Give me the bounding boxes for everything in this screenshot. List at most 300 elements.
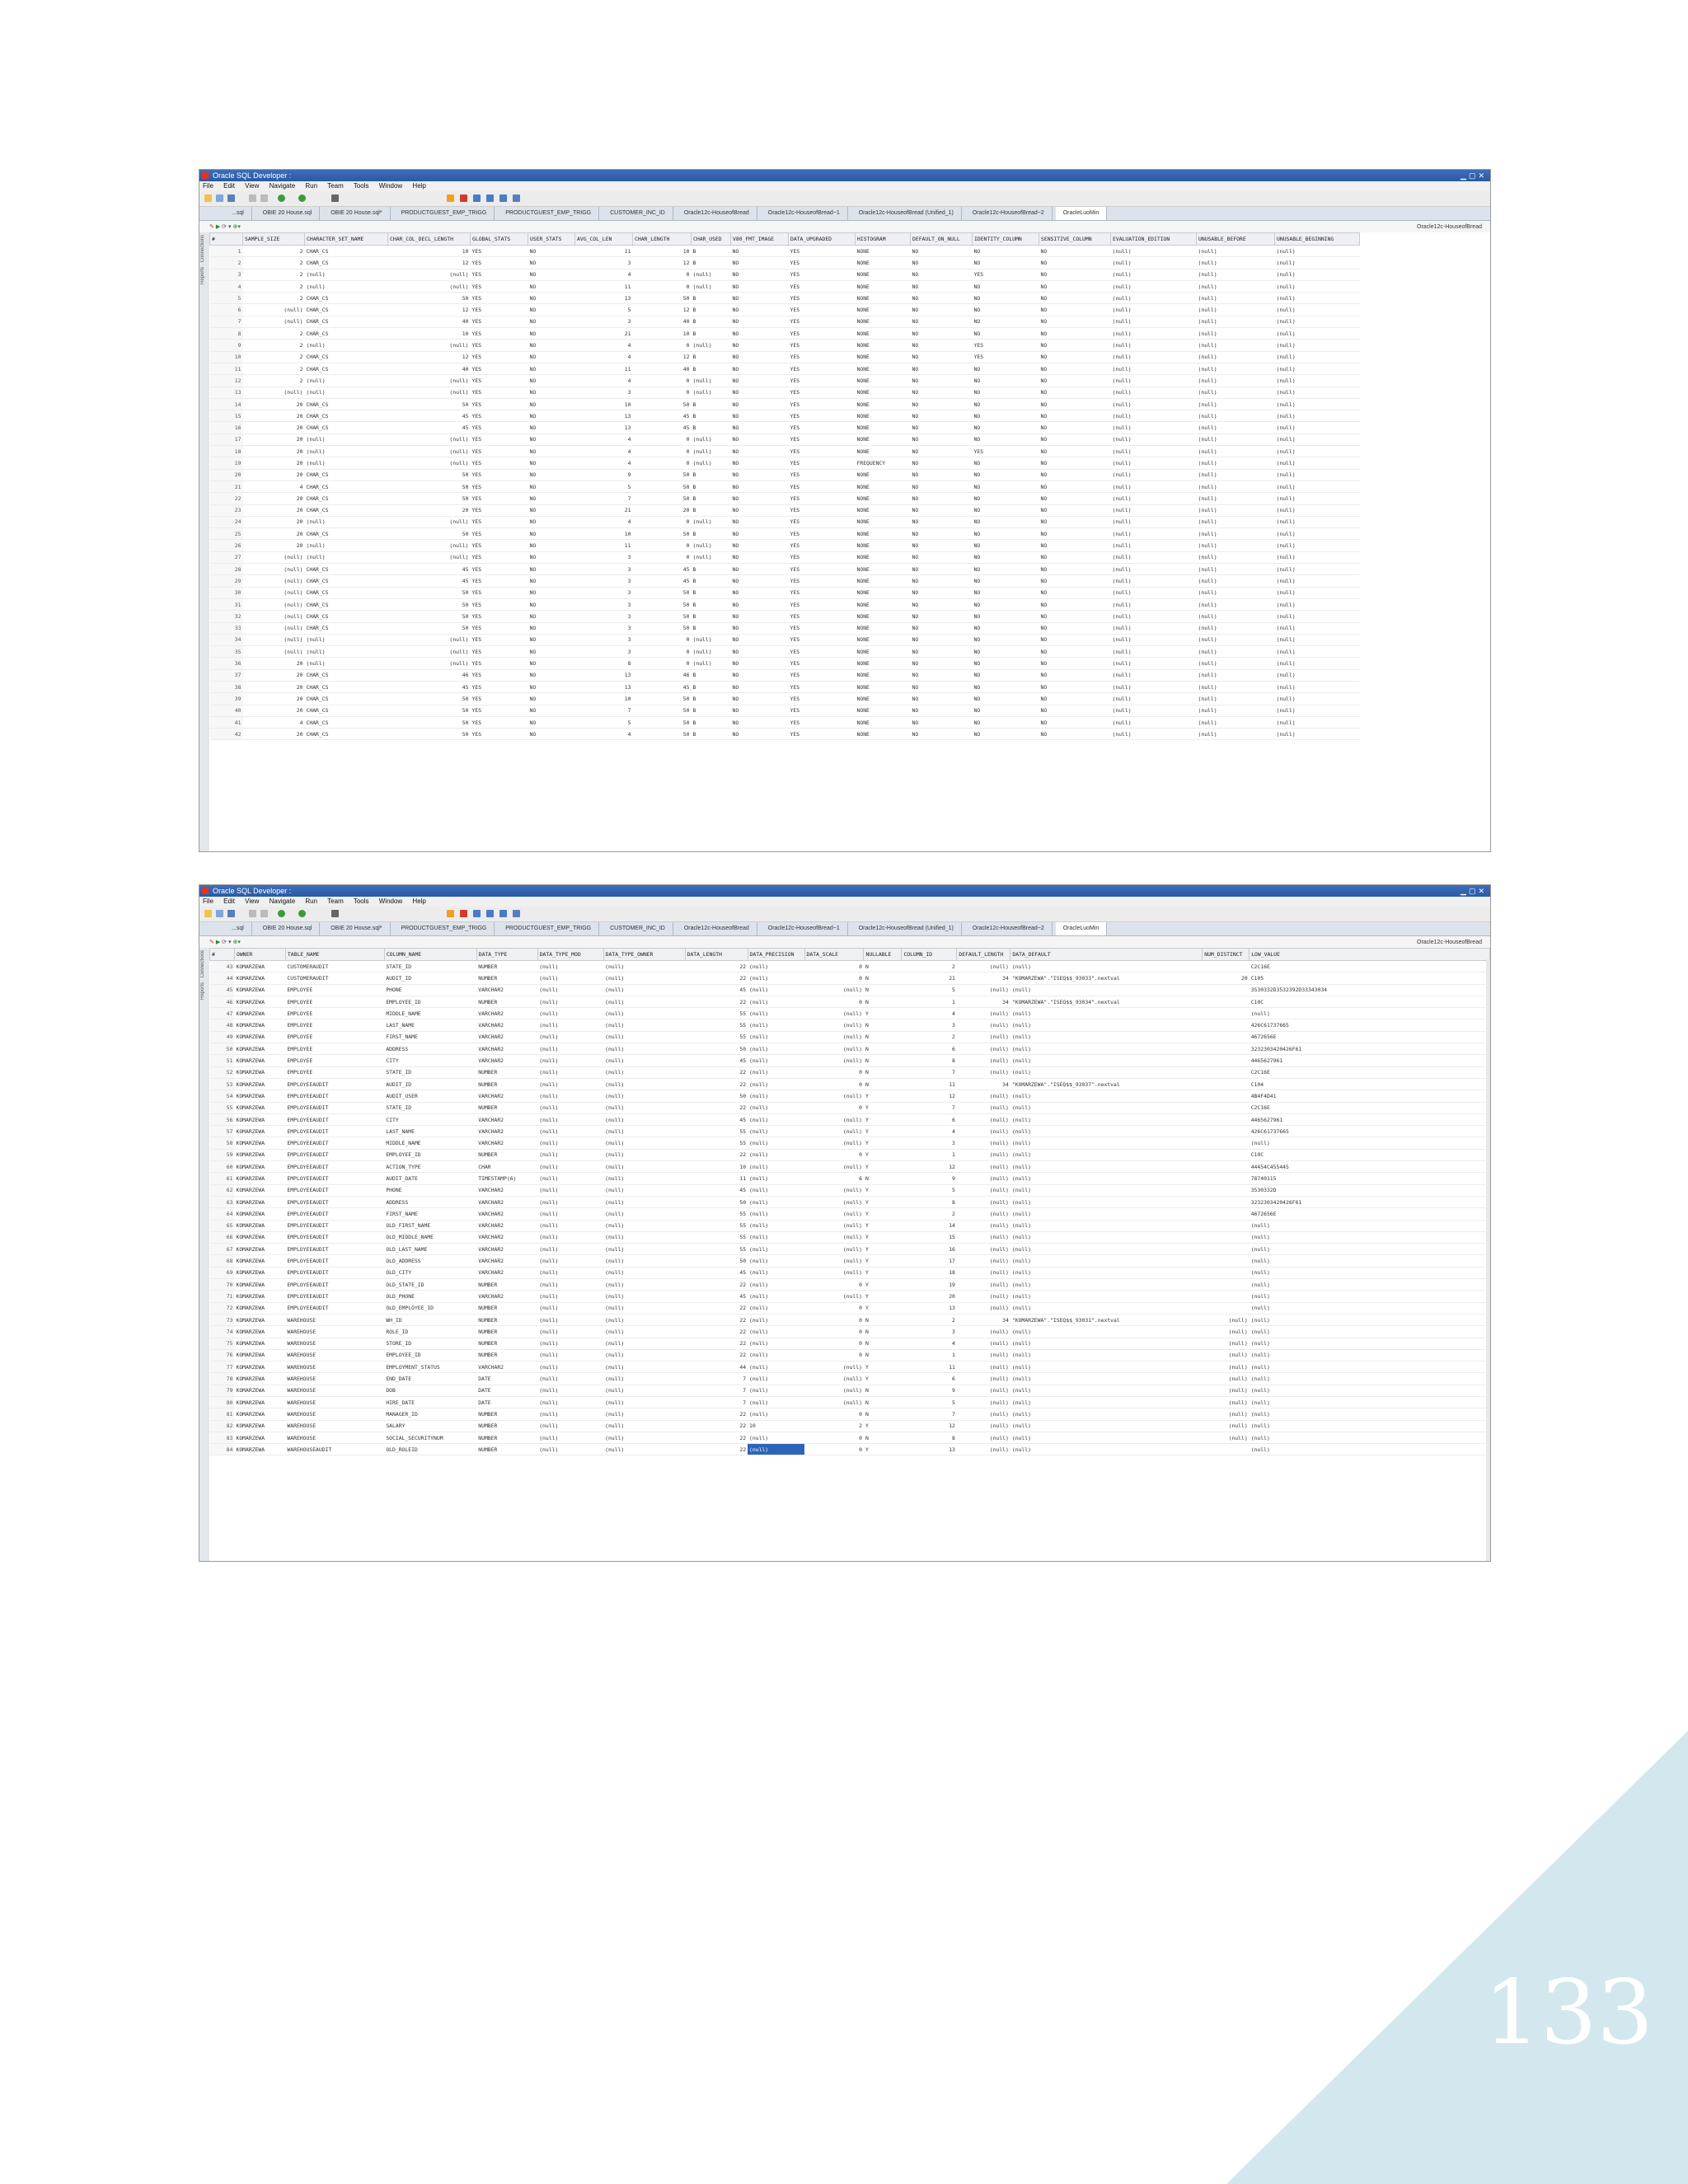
table-cell[interactable]: 50 (633, 493, 692, 504)
table-cell[interactable]: OLD_STATE_ID (384, 1279, 476, 1291)
table-cell[interactable]: N (864, 1031, 902, 1043)
table-cell[interactable]: (null) (1111, 551, 1197, 563)
table-cell[interactable]: 15 (902, 1231, 957, 1243)
table-row[interactable] (210, 410, 1360, 422)
reports-tab[interactable]: Reports (200, 982, 205, 1001)
table-cell[interactable]: 55 (685, 1031, 748, 1043)
table-cell[interactable]: 55 (685, 1008, 748, 1019)
table-cell[interactable]: (null) (243, 564, 305, 575)
table-cell[interactable]: KOMARZEWA (234, 1396, 285, 1408)
table-cell[interactable]: NO (973, 611, 1039, 622)
table-cell[interactable]: NO (731, 504, 789, 516)
table-cell[interactable]: KOMARZEWA (234, 1361, 285, 1373)
reports-tab[interactable]: Reports (200, 267, 205, 285)
table-cell[interactable]: 2 (902, 1314, 957, 1325)
table-cell[interactable]: NO (911, 269, 973, 280)
window-controls[interactable]: ▁▢✕ (1461, 171, 1487, 180)
table-cell[interactable]: 22 (685, 996, 748, 1007)
table-cell[interactable]: B (692, 681, 731, 692)
table-cell[interactable]: NO (528, 658, 575, 669)
table-cell[interactable]: 50 (633, 622, 692, 634)
table-cell[interactable]: (null) (748, 1338, 804, 1349)
table-cell[interactable]: 45 (685, 1291, 748, 1302)
table-cell[interactable]: NO (973, 504, 1039, 516)
table-cell[interactable]: NO (1039, 328, 1111, 340)
table-cell[interactable]: (null) (1111, 469, 1197, 480)
table-cell[interactable]: (null) (1197, 729, 1275, 740)
row-number[interactable]: 52 (210, 1066, 235, 1078)
table-cell[interactable]: 4672656E (1250, 1031, 1490, 1043)
table-cell[interactable]: (null) (1250, 1302, 1490, 1314)
table-cell[interactable]: 7 (685, 1385, 748, 1396)
table-cell[interactable]: (null) (1250, 1326, 1490, 1338)
table-cell[interactable]: 20 (243, 658, 305, 669)
table-cell[interactable]: 3 (575, 587, 633, 598)
table-cell[interactable]: (null) (537, 1090, 603, 1102)
table-cell[interactable]: NO (911, 669, 973, 681)
table-cell[interactable]: NONE (856, 575, 911, 587)
table-cell[interactable]: NO (1039, 280, 1111, 292)
tab-obie-house-2[interactable]: OBIE 20 House.sql* (323, 922, 390, 935)
table-cell[interactable]: (null) (1111, 280, 1197, 292)
table-row[interactable] (210, 705, 1360, 716)
table-cell[interactable]: 45 (388, 575, 471, 587)
search-icon[interactable] (486, 910, 494, 917)
row-number[interactable]: 49 (210, 1031, 235, 1043)
table-cell[interactable]: NONE (856, 480, 911, 492)
row-number[interactable]: 28 (210, 564, 243, 575)
table-cell[interactable]: (null) (1275, 363, 1360, 374)
table-cell[interactable]: WAREHOUSE (285, 1361, 384, 1373)
table-cell[interactable]: (null) (1197, 363, 1275, 374)
table-cell[interactable]: 0 (633, 375, 692, 387)
table-cell[interactable]: (null) (537, 961, 603, 972)
table-cell[interactable]: (null) (1010, 1420, 1203, 1432)
table-cell[interactable] (1203, 1149, 1250, 1160)
table-cell[interactable]: NO (731, 622, 789, 634)
table-cell[interactable]: 4672656E (1250, 1208, 1490, 1220)
table-cell[interactable]: (null) (1197, 493, 1275, 504)
table-cell[interactable]: 46 (633, 669, 692, 681)
table-cell[interactable]: N (864, 1043, 902, 1055)
table-cell[interactable]: YES (471, 693, 528, 705)
table-cell[interactable]: 3 (575, 387, 633, 398)
table-cell[interactable]: (null) (1197, 658, 1275, 669)
table-cell[interactable]: KOMARZEWA (234, 1420, 285, 1432)
table-cell[interactable]: EMPLOYEEAUDIT (285, 1113, 384, 1125)
table-cell[interactable]: 17 (902, 1255, 957, 1267)
table-cell[interactable]: YES (789, 564, 856, 575)
add-icon[interactable]: ⊕▾ (232, 224, 241, 230)
table-cell[interactable]: NO (911, 328, 973, 340)
table-cell[interactable]: OLD_EMPLOYEE_ID (384, 1302, 476, 1314)
tab-house-of-bread[interactable]: Oracle12c-HouseofBread (677, 922, 757, 935)
table-cell[interactable]: 9 (902, 1385, 957, 1396)
table-cell[interactable]: 22 (685, 1066, 748, 1078)
table-cell[interactable]: NONE (856, 328, 911, 340)
menu-edit[interactable]: Edit (223, 182, 235, 190)
table-cell[interactable]: AUDIT_DATE (384, 1173, 476, 1184)
table-cell[interactable]: (null) (603, 1231, 685, 1243)
table-cell[interactable]: (null) (748, 1161, 804, 1173)
table-cell[interactable]: (null) (1275, 410, 1360, 422)
table-cell[interactable]: 22 (685, 1279, 748, 1291)
row-number[interactable]: 54 (210, 1090, 235, 1102)
table-cell[interactable]: KOMARZEWA (234, 1314, 285, 1325)
table-cell[interactable]: ROLE_ID (384, 1326, 476, 1338)
table-cell[interactable]: KOMARZEWA (234, 1385, 285, 1396)
table-cell[interactable]: 0 (804, 1314, 864, 1325)
table-cell[interactable]: (null) (748, 996, 804, 1007)
table-cell[interactable]: 11 (575, 246, 633, 257)
table-cell[interactable]: (null) (537, 1113, 603, 1125)
table-row[interactable] (210, 1149, 1490, 1160)
table-cell[interactable]: (null) (692, 551, 731, 563)
table-row[interactable] (210, 693, 1360, 705)
table-cell[interactable]: (null) (1010, 1373, 1203, 1385)
table-cell[interactable]: 12 (633, 351, 692, 363)
table-cell[interactable]: 9 (575, 469, 633, 480)
table-cell[interactable]: (null) (748, 1184, 804, 1196)
table-cell[interactable]: (null) (1010, 1291, 1203, 1302)
table-cell[interactable]: (null) (957, 1291, 1010, 1302)
column-header[interactable]: DATA_DEFAULT (1010, 949, 1203, 961)
table-cell[interactable]: NO (1039, 375, 1111, 387)
table-cell[interactable]: (null) (804, 1385, 864, 1396)
table-cell[interactable]: NO (911, 434, 973, 445)
pin-icon[interactable]: ✎ (209, 224, 214, 230)
table-row[interactable] (210, 280, 1360, 292)
table-cell[interactable] (1203, 1066, 1250, 1078)
table-cell[interactable]: (null) (388, 658, 471, 669)
table-cell[interactable]: (null) (957, 1055, 1010, 1066)
open-folder-icon[interactable] (216, 910, 223, 917)
table-cell[interactable]: YES (471, 716, 528, 728)
row-number[interactable]: 14 (210, 398, 243, 410)
table-cell[interactable]: CHAR_CS (305, 351, 388, 363)
table-cell[interactable]: NO (911, 729, 973, 740)
table-row[interactable] (210, 1008, 1490, 1019)
table-cell[interactable]: CHAR_CS (305, 422, 388, 434)
table-cell[interactable]: (null) (1010, 1326, 1203, 1338)
table-cell[interactable]: (null) (537, 1008, 603, 1019)
table-cell[interactable]: 3232303420426F61 (1250, 1196, 1490, 1207)
table-cell[interactable]: (null) (305, 446, 388, 457)
table-cell[interactable]: KOMARZEWA (234, 1090, 285, 1102)
table-cell[interactable]: (null) (748, 961, 804, 972)
table-row[interactable] (210, 587, 1360, 598)
table-cell[interactable]: 44454C455445 (1250, 1161, 1490, 1173)
table-row[interactable] (210, 540, 1360, 551)
table-cell[interactable]: NO (1039, 634, 1111, 645)
row-number[interactable]: 36 (210, 658, 243, 669)
table-cell[interactable]: YES (789, 434, 856, 445)
table-cell[interactable]: (null) (388, 540, 471, 551)
table-cell[interactable]: (null) (804, 1126, 864, 1137)
table-cell[interactable]: (null) (1111, 729, 1197, 740)
column-header[interactable]: DATA_PRECISION (748, 949, 804, 961)
table-cell[interactable]: NONE (856, 587, 911, 598)
table-row[interactable] (210, 564, 1360, 575)
table-cell[interactable]: 11 (575, 363, 633, 374)
table-cell[interactable]: 50 (388, 622, 471, 634)
table-cell[interactable]: 12 (902, 1161, 957, 1173)
table-cell[interactable]: NO (528, 705, 575, 716)
table-cell[interactable]: (null) (1197, 551, 1275, 563)
table-cell[interactable]: YES (471, 304, 528, 316)
table-cell[interactable]: NO (731, 681, 789, 692)
table-cell[interactable]: (null) (537, 1255, 603, 1267)
table-cell[interactable]: NO (731, 646, 789, 658)
table-cell[interactable]: 55 (685, 1208, 748, 1220)
table-cell[interactable]: NO (911, 363, 973, 374)
table-row[interactable] (210, 681, 1360, 692)
table-cell[interactable]: (null) (603, 1444, 685, 1455)
table-cell[interactable]: NONE (856, 598, 911, 610)
table-cell[interactable]: 55 (685, 1231, 748, 1243)
table-cell[interactable]: VARCHAR2 (476, 1113, 537, 1125)
table-row[interactable] (210, 422, 1360, 434)
table-cell[interactable]: N (864, 1078, 902, 1090)
table-row[interactable] (210, 622, 1360, 634)
table-cell[interactable]: YES (471, 540, 528, 551)
table-row[interactable] (210, 387, 1360, 398)
table-row[interactable] (210, 1314, 1490, 1325)
table-row[interactable] (210, 504, 1360, 516)
table-cell[interactable]: (null) (603, 972, 685, 984)
table-cell[interactable]: NONE (856, 516, 911, 527)
table-cell[interactable]: NO (911, 293, 973, 304)
table-cell[interactable]: 20 (633, 504, 692, 516)
table-cell[interactable]: (null) (804, 1090, 864, 1102)
table-cell[interactable]: 20 (243, 398, 305, 410)
connections-tab[interactable]: Connections (200, 235, 205, 263)
table-cell[interactable]: EMPLOYMENT_STATUS (384, 1361, 476, 1373)
table-cell[interactable]: NONE (856, 469, 911, 480)
table-cell[interactable]: 4 (575, 375, 633, 387)
table-cell[interactable]: OLD_PHONE (384, 1291, 476, 1302)
table-cell[interactable]: (null) (388, 340, 471, 351)
table-cell[interactable]: (null) (748, 1408, 804, 1420)
table-cell[interactable]: (null) (804, 1361, 864, 1373)
table-cell[interactable]: 22 (685, 1432, 748, 1443)
table-cell[interactable]: 4 (902, 1338, 957, 1349)
table-cell[interactable]: (null) (748, 1326, 804, 1338)
table-cell[interactable]: CUSTOMERAUDIT (285, 972, 384, 984)
column-header[interactable]: UNUSABLE_BEGINNING (1275, 233, 1360, 246)
table-cell[interactable]: B (692, 716, 731, 728)
table-cell[interactable]: (null) (957, 1361, 1010, 1373)
table-cell[interactable]: (null) (537, 1137, 603, 1149)
table-cell[interactable]: (null) (305, 269, 388, 280)
table-cell[interactable]: (null) (1010, 1244, 1203, 1255)
row-number[interactable]: 43 (210, 961, 235, 972)
table-cell[interactable]: (null) (748, 1244, 804, 1255)
table-cell[interactable]: YES (789, 587, 856, 598)
table-cell[interactable]: NO (528, 564, 575, 575)
menu-tools[interactable]: Tools (353, 182, 369, 190)
table-cell[interactable]: YES (471, 611, 528, 622)
table-cell[interactable]: 0 (804, 1432, 864, 1443)
table-cell[interactable]: 55 (685, 1019, 748, 1031)
database-icon[interactable] (331, 194, 339, 202)
column-header[interactable]: HISTOGRAM (856, 233, 911, 246)
table-cell[interactable]: 10 (575, 693, 633, 705)
table-cell[interactable]: VARCHAR2 (476, 1031, 537, 1043)
table-cell[interactable]: Y (864, 1102, 902, 1113)
table-cell[interactable]: (null) (1197, 693, 1275, 705)
table-cell[interactable]: (null) (804, 1055, 864, 1066)
table-cell[interactable]: (null) (305, 387, 388, 398)
table-cell[interactable]: (null) (537, 1302, 603, 1314)
table-cell[interactable]: Y (864, 1420, 902, 1432)
table-cell[interactable]: N (864, 984, 902, 996)
table-cell[interactable]: VARCHAR2 (476, 1184, 537, 1196)
table-cell[interactable]: (null) (957, 1102, 1010, 1113)
table-cell[interactable]: (null) (1111, 705, 1197, 716)
column-header[interactable]: DEFAULT_ON_NULL (911, 233, 973, 246)
table-cell[interactable]: (null) (1111, 611, 1197, 622)
table-cell[interactable]: WAREHOUSE (285, 1338, 384, 1349)
table-row[interactable] (210, 1302, 1490, 1314)
table-row[interactable] (210, 1279, 1490, 1291)
table-cell[interactable]: OLD_MIDDLE_NAME (384, 1231, 476, 1243)
table-cell[interactable]: NO (973, 540, 1039, 551)
table-cell[interactable]: (null) (1111, 598, 1197, 610)
table-row[interactable] (210, 1208, 1490, 1220)
table-row[interactable] (210, 1066, 1490, 1078)
table-cell[interactable]: B (692, 328, 731, 340)
table-cell[interactable]: NO (528, 280, 575, 292)
table-cell[interactable]: CHAR_CS (305, 304, 388, 316)
table-cell[interactable]: NO (911, 410, 973, 422)
table-cell[interactable]: VARCHAR2 (476, 1244, 537, 1255)
table-cell[interactable]: CHAR_CS (305, 246, 388, 257)
table-cell[interactable]: 12 (902, 1090, 957, 1102)
table-cell[interactable]: (null) (748, 984, 804, 996)
table-cell[interactable]: N (864, 961, 902, 972)
table-cell[interactable]: NO (1039, 469, 1111, 480)
menu-window[interactable]: Window (378, 182, 403, 190)
table-cell[interactable]: NO (973, 658, 1039, 669)
table-cell[interactable]: (null) (603, 1420, 685, 1432)
table-cell[interactable]: 4B4F4D41 (1250, 1090, 1490, 1102)
table-row[interactable] (210, 363, 1360, 374)
table-cell[interactable]: C104 (1250, 1078, 1490, 1090)
table-cell[interactable]: NO (528, 716, 575, 728)
table-cell[interactable]: C105 (1250, 972, 1490, 984)
table-cell[interactable]: 50 (388, 480, 471, 492)
table-cell[interactable]: 22 (685, 1444, 748, 1455)
table-cell[interactable]: (null) (537, 1373, 603, 1385)
row-number[interactable]: 12 (210, 375, 243, 387)
table-cell[interactable]: KOMARZEWA (234, 1326, 285, 1338)
table-cell[interactable]: 3530332D3532392D33343034 (1250, 984, 1490, 996)
table-cell[interactable]: (null) (957, 1208, 1010, 1220)
table-cell[interactable]: FIRST_NAME (384, 1031, 476, 1043)
window-controls[interactable]: ▁▢✕ (1461, 887, 1487, 895)
table-cell[interactable]: KOMARZEWA (234, 1302, 285, 1314)
table-cell[interactable]: NO (911, 693, 973, 705)
table-cell[interactable]: YES (789, 528, 856, 540)
table-cell[interactable]: NO (731, 611, 789, 622)
table-cell[interactable]: (null) (1275, 316, 1360, 327)
row-number[interactable]: 59 (210, 1149, 235, 1160)
table-cell[interactable]: (null) (804, 984, 864, 996)
table-cell[interactable]: 1 (902, 996, 957, 1007)
table-cell[interactable]: NUMBER (476, 1078, 537, 1090)
table-cell[interactable]: 50 (388, 398, 471, 410)
table-cell[interactable]: C2C16E (1250, 1066, 1490, 1078)
table-cell[interactable]: NO (731, 540, 789, 551)
table-cell[interactable]: YES (789, 280, 856, 292)
table-cell[interactable]: 10 (685, 1161, 748, 1173)
row-number[interactable]: 37 (210, 669, 243, 681)
refresh-results-icon[interactable]: ⟳ ▾ (222, 224, 232, 230)
table-cell[interactable]: NO (973, 693, 1039, 705)
table-cell[interactable]: 0 (804, 1279, 864, 1291)
table-cell[interactable]: YES (789, 269, 856, 280)
table-cell[interactable]: B (692, 316, 731, 327)
table-cell[interactable]: 22 (685, 1326, 748, 1338)
table-cell[interactable]: NO (911, 658, 973, 669)
table-cell[interactable]: (null) (1275, 681, 1360, 692)
table-cell[interactable]: (null) (748, 1432, 804, 1443)
table-row[interactable] (210, 516, 1360, 527)
table-cell[interactable]: NO (528, 316, 575, 327)
table-cell[interactable]: NO (973, 681, 1039, 692)
table-row[interactable] (210, 1408, 1490, 1420)
table-cell[interactable]: (null) (1250, 1279, 1490, 1291)
table-cell[interactable] (1203, 1161, 1250, 1173)
table-cell[interactable]: KOMARZEWA (234, 1432, 285, 1443)
table-cell[interactable]: NO (731, 269, 789, 280)
table-cell[interactable]: (null) (1197, 316, 1275, 327)
table-cell[interactable]: 22 (685, 1408, 748, 1420)
table-cell[interactable]: NO (731, 658, 789, 669)
table-cell[interactable]: 20 (243, 681, 305, 692)
row-number[interactable]: 65 (210, 1220, 235, 1231)
table-cell[interactable]: 0 (633, 457, 692, 469)
table-cell[interactable]: 55 (685, 1220, 748, 1231)
table-cell[interactable]: (null) (1010, 1208, 1203, 1220)
table-cell[interactable]: NO (731, 387, 789, 398)
table-cell[interactable]: NONE (856, 493, 911, 504)
table-cell[interactable]: (null) (1275, 658, 1360, 669)
row-number[interactable]: 13 (210, 387, 243, 398)
table-cell[interactable]: (null) (537, 1408, 603, 1420)
table-cell[interactable]: (null) (804, 1255, 864, 1267)
table-cell[interactable]: NO (911, 646, 973, 658)
table-cell[interactable]: 45 (633, 410, 692, 422)
table-cell[interactable]: 3 (575, 634, 633, 645)
table-cell[interactable]: YES (471, 669, 528, 681)
table-cell[interactable]: (null) (603, 1208, 685, 1220)
table-cell[interactable]: (null) (1010, 1113, 1203, 1125)
table-cell[interactable]: WAREHOUSE (285, 1314, 384, 1325)
table-cell[interactable]: 4465627961 (1250, 1113, 1490, 1125)
new-file-icon[interactable] (204, 910, 212, 917)
table-cell[interactable]: (null) (1197, 575, 1275, 587)
table-cell[interactable]: (null) (243, 598, 305, 610)
table-cell[interactable] (1203, 1244, 1250, 1255)
table-cell[interactable]: 22 (685, 1338, 748, 1349)
table-cell[interactable]: NO (528, 551, 575, 563)
table-cell[interactable]: (null) (957, 1090, 1010, 1102)
table-cell[interactable] (1203, 1444, 1250, 1455)
table-cell[interactable]: EMPLOYEEAUDIT (285, 1184, 384, 1196)
table-cell[interactable]: NO (528, 293, 575, 304)
